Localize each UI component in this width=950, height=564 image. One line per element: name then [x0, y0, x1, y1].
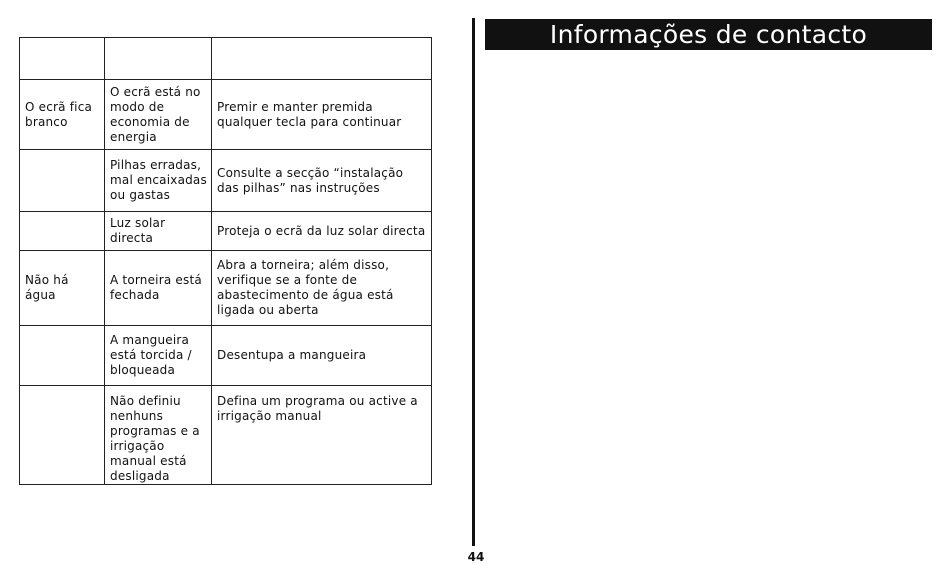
table-row: [20, 212, 432, 251]
symptom-cell: [20, 150, 105, 212]
cause-cell: A torneira está fechada: [105, 251, 212, 326]
table-row: [20, 251, 432, 326]
solution-cell: Proteja o ecrã da luz solar directa: [212, 212, 432, 251]
cause-cell: Não definiu nenhuns programas e a irrigação manual está desligada: [105, 386, 212, 485]
solution-cell: Abra a torneira; além disso, verifique se a fonte de abastecimento de água está ligada ou aberta: [212, 251, 432, 326]
cause-cell: A mangueira está torcida / bloqueada: [105, 326, 212, 386]
symptom-cell: O ecrã fica branco: [20, 80, 105, 150]
cause-cell: Pilhas erradas, mal encaixadas ou gastas: [105, 150, 212, 212]
section-title: Informações de contacto: [485, 19, 932, 50]
cause-cell: O ecrã está no modo de economia de energia: [105, 80, 212, 150]
symptom-cell: [20, 386, 105, 485]
symptom-cell: Não há água: [20, 251, 105, 326]
troubleshooting-table: [19, 37, 432, 485]
table-row: [20, 150, 432, 212]
table-row: [20, 326, 432, 386]
symptom-cell: [20, 326, 105, 386]
page-number: 44: [467, 550, 485, 564]
solution-cell: Defina um programa ou active a irrigação manual: [212, 386, 432, 485]
solution-cell: Consulte a secção “instalação das pilhas” nas instruções: [212, 150, 432, 212]
header-cell: [105, 38, 212, 80]
solution-cell: Desentupa a mangueira: [212, 326, 432, 386]
symptom-cell: [20, 212, 105, 251]
header-cell: [20, 38, 105, 80]
solution-cell: Premir e manter premida qualquer tecla para continuar: [212, 80, 432, 150]
page-divider: [472, 18, 475, 546]
table-row: [20, 80, 432, 150]
table-row: [20, 386, 432, 485]
header-cell: [212, 38, 432, 80]
cause-cell: Luz solar directa: [105, 212, 212, 251]
table-header-row: [20, 38, 432, 80]
